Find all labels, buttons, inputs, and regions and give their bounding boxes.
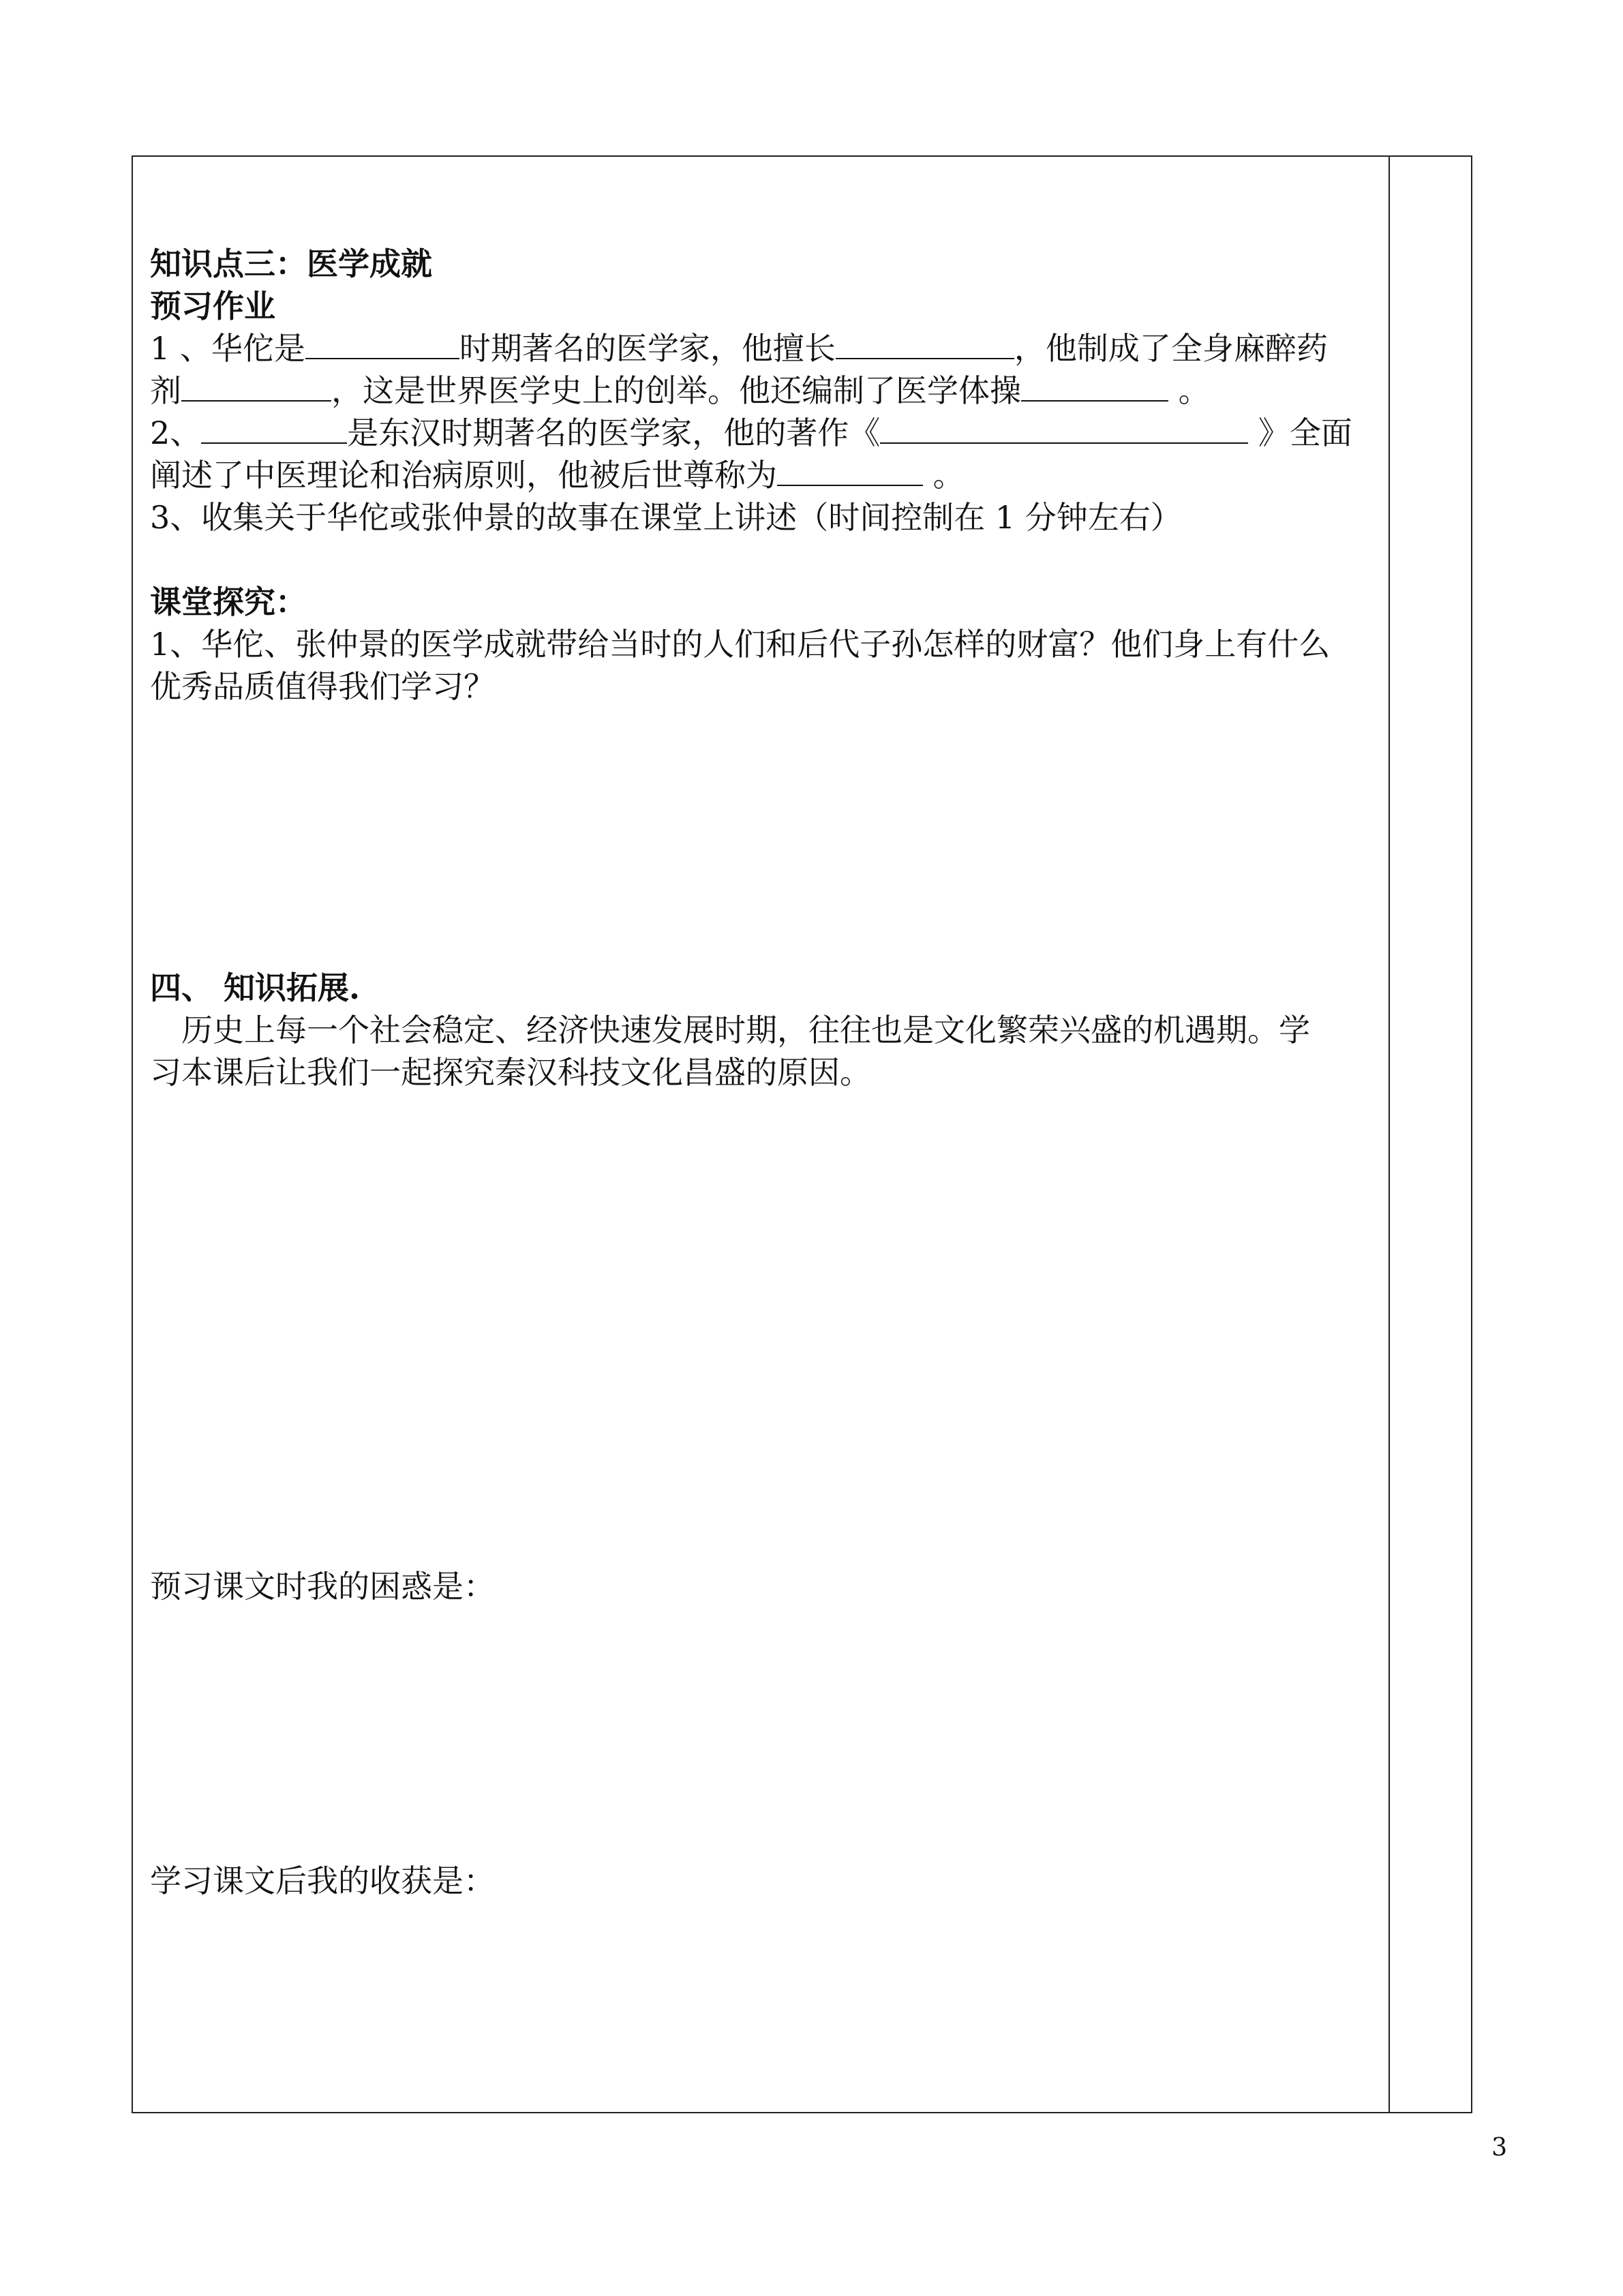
section3-title: 知识点三：医学成就 <box>150 245 432 282</box>
question-2-line-1 <box>150 412 1352 454</box>
q1-blank-exercise[interactable] <box>1021 370 1168 402</box>
page-number: 3 <box>1491 2134 1507 2162</box>
q2-text-a: 是东汉时期著名的医学家，他的著作《 <box>347 414 881 451</box>
question-2-line-2 <box>150 454 965 496</box>
inquiry-heading: 课堂探究： <box>150 584 307 620</box>
q2-blank-title[interactable] <box>777 455 923 486</box>
preview-heading: 预习作业 <box>150 288 275 324</box>
q1-text-c: 剂 <box>150 372 181 409</box>
question-3: 3、收集关于华佗或张仲景的故事在课堂上讲述（时间控制在 1 分钟左右） <box>150 499 1182 536</box>
question-1-line-1 <box>150 327 1328 369</box>
q2-blank-name[interactable] <box>201 412 347 444</box>
q1-blank-anesthetic[interactable] <box>181 370 331 402</box>
q1-blank-era[interactable] <box>305 328 459 359</box>
q2-text-d: 。 <box>923 457 965 494</box>
inquiry-question-line-2: 优秀品质值得我们学习？ <box>150 668 495 705</box>
inquiry-question-line-1: 1、华佗、张仲景的医学成就带给当时的人们和后代子孙怎样的财富？他们身上有什么 <box>150 626 1331 663</box>
question-1-line-2 <box>150 369 1210 412</box>
q1-text-e: 。 <box>1168 372 1210 409</box>
q1-number: 1 、华佗是 <box>150 330 305 367</box>
confusion-prompt: 预习课文时我的困惑是： <box>150 1568 495 1605</box>
q2-text-c: 阐述了中医理论和治病原则，他被后世尊称为 <box>150 457 777 494</box>
section4-title: 四、 知识拓展. <box>150 969 361 1006</box>
q2-text-b: 》全面 <box>1248 414 1352 451</box>
column-divider <box>1389 155 1390 2113</box>
q2-number: 2、 <box>150 414 202 451</box>
q1-text-a: 时期著名的医学家，他擅长 <box>459 330 836 367</box>
q2-blank-book[interactable] <box>880 412 1248 444</box>
section4-paragraph-line-1: 历史上每一个社会稳定、经济快速发展时期，往往也是文化繁荣兴盛的机遇期。学 <box>181 1012 1310 1048</box>
q1-blank-skill[interactable] <box>836 328 1014 359</box>
gain-prompt: 学习课文后我的收获是： <box>150 1862 495 1899</box>
q1-text-b: ，他制成了全身麻醉药 <box>1014 330 1328 367</box>
q1-text-d: ，这是世界医学史上的创举。他还编制了医学体操 <box>331 372 1021 409</box>
section4-paragraph-line-2: 习本课后让我们一起探究秦汉科技文化昌盛的原因。 <box>150 1054 871 1091</box>
